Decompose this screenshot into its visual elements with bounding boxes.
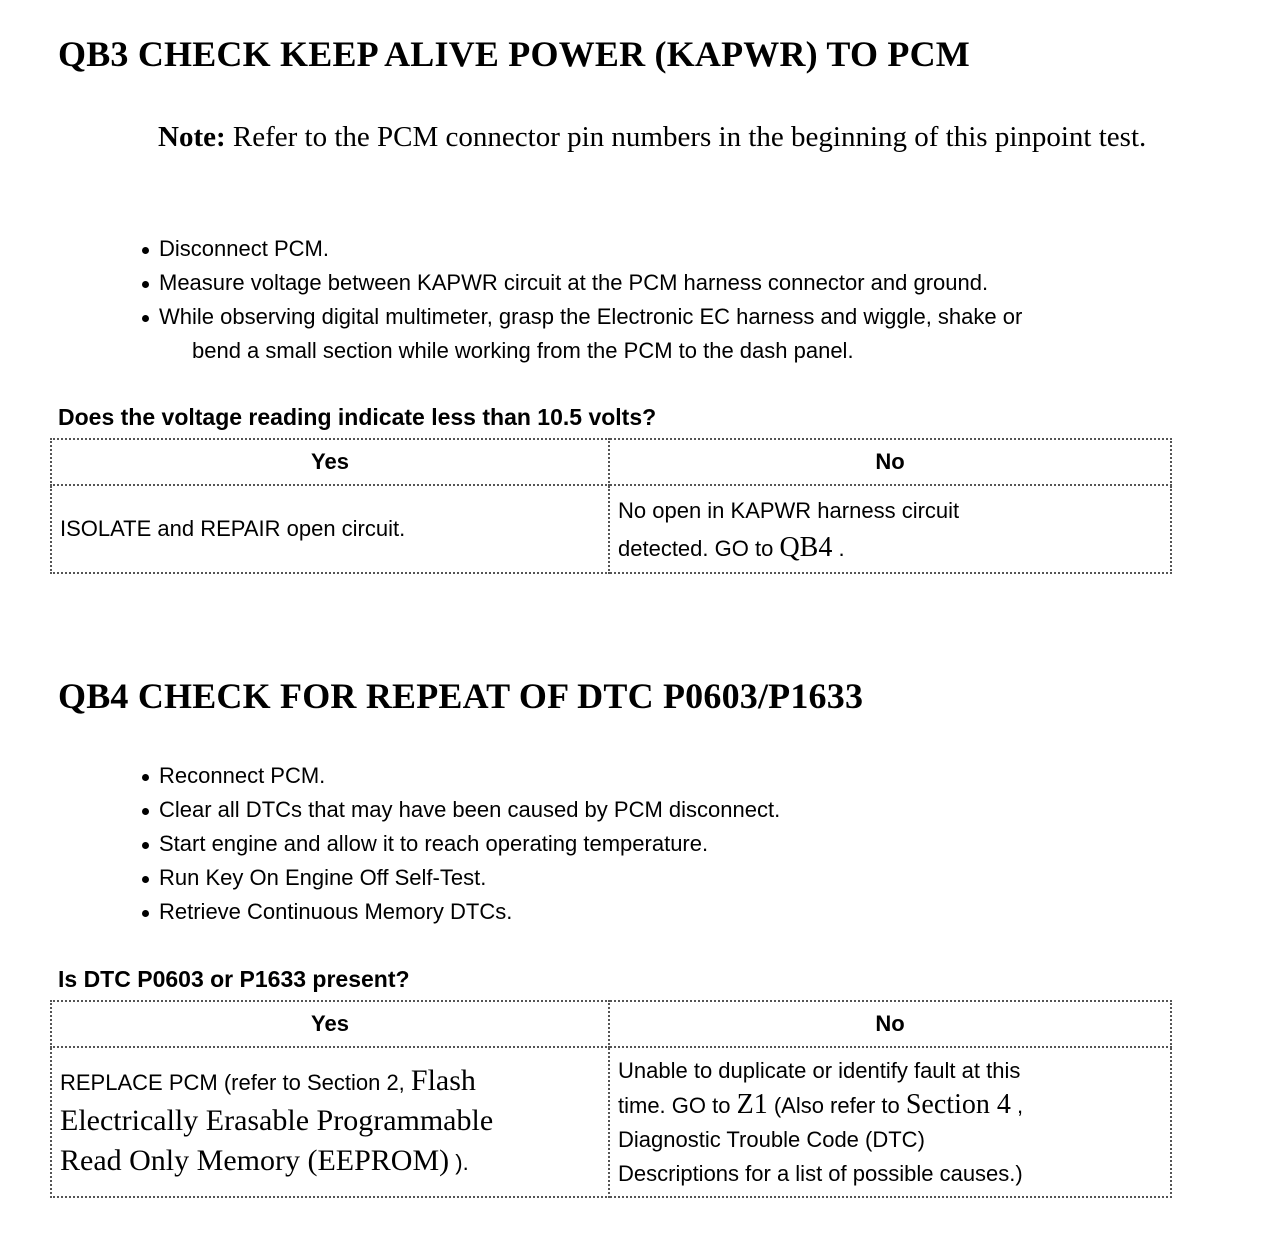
note-text: Refer to the PCM connector pin numbers in the beginning of this pinpoint test. <box>225 121 1147 153</box>
yes-text: ). <box>449 1150 469 1175</box>
yes-header: Yes <box>51 1001 609 1047</box>
no-text: Unable to duplicate or identify fault at this <box>618 1057 1021 1083</box>
list-item <box>142 861 780 895</box>
qb4-question: Is DTC P0603 or P1633 present? <box>58 966 410 992</box>
list-item-text: While observing digital multimeter, grasp the Electronic EC harness and wiggle, shake or <box>159 304 1023 329</box>
no-text: detected. GO to <box>618 535 780 561</box>
yes-text: REPLACE PCM (refer to Section 2, <box>60 1070 411 1095</box>
list-item-text: Run Key On Engine Off Self-Test. <box>159 865 487 890</box>
qb3-decision-table <box>50 438 1172 574</box>
list-item <box>142 827 780 861</box>
bullet-icon <box>142 808 149 815</box>
bullet-icon <box>142 842 149 849</box>
flash-eeprom-link[interactable]: Electrically Erasable Programmable <box>60 1104 494 1137</box>
list-item <box>142 759 780 793</box>
list-item-text: Measure voltage between KAPWR circuit at the PCM harness connector and ground. <box>159 270 989 295</box>
no-text: , <box>1010 1092 1024 1118</box>
yes-cell <box>51 485 609 573</box>
list-item <box>142 232 1022 266</box>
qb3-heading: QB3 CHECK KEEP ALIVE POWER (KAPWR) TO PCM <box>58 34 970 74</box>
yes-cell <box>51 1047 609 1197</box>
list-item-text: Retrieve Continuous Memory DTCs. <box>159 899 513 924</box>
list-item <box>142 300 1022 368</box>
goto-z1-link[interactable]: Z1 <box>736 1088 768 1120</box>
no-cell <box>609 1047 1171 1197</box>
list-item-text: Clear all DTCs that may have been caused by PCM disconnect. <box>159 797 781 822</box>
flash-eeprom-link[interactable]: Read Only Memory (EEPROM) <box>60 1144 450 1177</box>
list-item <box>142 895 780 929</box>
no-text: . <box>832 535 845 561</box>
bullet-icon <box>142 247 149 254</box>
qb3-bullet-list <box>142 232 1022 368</box>
list-item-text: Start engine and allow it to reach operating temperature. <box>159 831 709 856</box>
list-item <box>142 266 1022 300</box>
no-cell <box>609 485 1171 573</box>
goto-qb4-link[interactable]: QB4 <box>779 531 833 563</box>
no-header: No <box>609 1001 1171 1047</box>
qb3-note <box>158 117 1248 157</box>
no-text: Diagnostic Trouble Code (DTC) <box>618 1126 925 1152</box>
no-text: time. GO to <box>618 1092 737 1118</box>
note-label: Note: <box>158 121 226 153</box>
bullet-icon <box>142 774 149 781</box>
bullet-icon <box>142 281 149 288</box>
no-text: (Also refer to <box>767 1092 906 1118</box>
list-item-text-continued: bend a small section while working from the PCM to the dash panel. <box>192 338 854 363</box>
section-4-link[interactable]: Section 4 <box>905 1088 1011 1120</box>
flash-eeprom-link[interactable]: Flash <box>410 1064 476 1097</box>
no-text: No open in KAPWR harness circuit <box>618 497 960 523</box>
qb4-bullet-list <box>142 759 780 929</box>
list-item <box>142 793 780 827</box>
no-text: Descriptions for a list of possible causes.) <box>618 1160 1023 1186</box>
bullet-icon <box>142 910 149 917</box>
qb4-decision-table <box>50 1000 1172 1198</box>
bullet-icon <box>142 315 149 322</box>
no-header: No <box>609 439 1171 485</box>
qb3-question: Does the voltage reading indicate less than 10.5 volts? <box>58 404 657 430</box>
yes-action: ISOLATE and REPAIR open circuit. <box>60 516 406 541</box>
qb4-heading: QB4 CHECK FOR REPEAT OF DTC P0603/P1633 <box>58 676 864 716</box>
bullet-icon <box>142 876 149 883</box>
yes-header: Yes <box>51 439 609 485</box>
list-item-text: Disconnect PCM. <box>159 236 329 261</box>
list-item-text: Reconnect PCM. <box>159 763 326 788</box>
